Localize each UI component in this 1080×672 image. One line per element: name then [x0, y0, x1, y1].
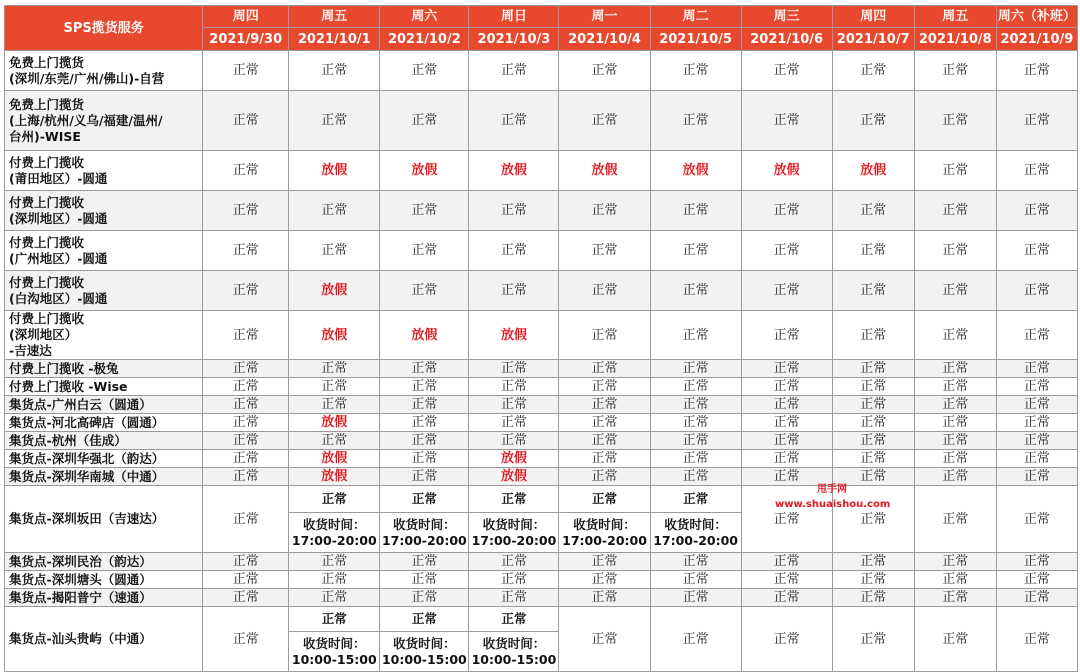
status-cell: 正常 — [832, 231, 914, 271]
status-cell: 正常 — [469, 553, 559, 571]
status-cell: 正常 — [559, 378, 650, 396]
status-cell: 放假 — [650, 151, 741, 191]
status-cell: 正常 — [996, 91, 1077, 151]
status-cell: 正常 — [650, 271, 741, 311]
status-cell: 正常 — [996, 589, 1077, 607]
table-row — [5, 151, 1078, 191]
table-row — [5, 51, 1078, 91]
status-cell: 正常 — [650, 51, 741, 91]
header-date: 2021/10/2 — [380, 28, 469, 51]
service-label: 集货点-杭州（佳成） — [5, 432, 203, 450]
status-cell: 正常 — [650, 231, 741, 271]
status-cell: 正常 — [650, 607, 741, 672]
status-cell: 正常 — [469, 271, 559, 311]
status-cell: 正常 — [559, 450, 650, 468]
status-cell: 放假 — [741, 151, 832, 191]
status-cell: 正常 — [914, 91, 996, 151]
status-cell: 放假 — [469, 151, 559, 191]
status-cell: 正常 — [469, 360, 559, 378]
status-cell: 正常 — [741, 486, 832, 553]
status-cell: 正常 — [741, 468, 832, 486]
status-cell: 正常 — [380, 468, 469, 486]
header-weekday: 周四 — [203, 6, 289, 28]
status-cell: 放假 — [289, 414, 380, 432]
table-row — [5, 432, 1078, 450]
status-cell: 正常 — [832, 396, 914, 414]
status-cell: 正常 — [832, 51, 914, 91]
status-cell: 正常 — [289, 486, 380, 513]
status-cell: 正常 — [914, 432, 996, 450]
header-date: 2021/10/1 — [289, 28, 380, 51]
status-cell: 放假 — [289, 468, 380, 486]
status-cell: 正常 — [289, 571, 380, 589]
status-cell: 正常 — [914, 486, 996, 553]
header-weekday: 周二 — [650, 6, 741, 28]
status-cell: 正常 — [914, 414, 996, 432]
status-cell: 正常 — [469, 396, 559, 414]
status-cell: 正常 — [996, 51, 1077, 91]
service-label: 付费上门揽收 (深圳地区）-圆通 — [5, 191, 203, 231]
status-cell: 放假 — [469, 450, 559, 468]
watermark-line2: www.shuaishou.com — [775, 499, 891, 510]
status-cell: 正常 — [380, 91, 469, 151]
status-cell: 正常 — [380, 378, 469, 396]
status-cell: 正常 — [741, 450, 832, 468]
receiving-time-cell: 收货时间： 10:00-15:00 — [289, 632, 380, 672]
status-cell: 正常 — [914, 589, 996, 607]
table-row — [5, 571, 1078, 589]
status-cell: 正常 — [996, 151, 1077, 191]
header-date: 2021/10/7 — [832, 28, 914, 51]
status-cell: 正常 — [996, 468, 1077, 486]
status-cell: 正常 — [203, 414, 289, 432]
status-cell: 正常 — [650, 589, 741, 607]
status-cell: 正常 — [469, 486, 559, 513]
status-cell: 正常 — [832, 571, 914, 589]
status-cell: 正常 — [832, 607, 914, 672]
header-date: 2021/10/5 — [650, 28, 741, 51]
status-cell: 正常 — [650, 486, 741, 513]
service-label: 付费上门揽收 (广州地区）-圆通 — [5, 231, 203, 271]
header-date: 2021/10/8 — [914, 28, 996, 51]
holiday-schedule-table — [4, 5, 1078, 672]
status-cell: 正常 — [380, 191, 469, 231]
status-cell: 正常 — [559, 571, 650, 589]
service-label: 免费上门揽货 (深圳/东莞/广州/佛山)-自营 — [5, 51, 203, 91]
header-weekday: 周五 — [289, 6, 380, 28]
header-corner: SPS揽货服务 — [5, 6, 203, 51]
receiving-time-cell: 收货时间： 17:00-20:00 — [469, 513, 559, 553]
table-row — [5, 468, 1078, 486]
service-label: 集货点-汕头贵屿（中通） — [5, 607, 203, 672]
service-label: 免费上门揽货 (上海/杭州/义乌/福建/温州/ 台州)-WISE — [5, 91, 203, 151]
status-cell: 正常 — [650, 396, 741, 414]
status-cell: 正常 — [741, 231, 832, 271]
status-cell: 正常 — [914, 396, 996, 414]
receiving-time-cell: 收货时间： 10:00-15:00 — [380, 632, 469, 672]
status-cell: 正常 — [469, 589, 559, 607]
status-cell: 正常 — [559, 414, 650, 432]
status-cell: 正常 — [289, 553, 380, 571]
status-cell: 正常 — [996, 396, 1077, 414]
header-weekday: 周四 — [832, 6, 914, 28]
service-label: 付费上门揽收 -Wise — [5, 378, 203, 396]
service-label: 付费上门揽收 (莆田地区）-圆通 — [5, 151, 203, 191]
status-cell: 正常 — [650, 311, 741, 360]
status-cell: 正常 — [469, 191, 559, 231]
status-cell: 正常 — [469, 51, 559, 91]
status-cell: 正常 — [380, 450, 469, 468]
status-cell: 正常 — [832, 553, 914, 571]
status-cell: 正常 — [996, 271, 1077, 311]
status-cell: 正常 — [203, 432, 289, 450]
status-cell: 正常 — [203, 91, 289, 151]
status-cell: 正常 — [289, 607, 380, 632]
status-cell: 正常 — [380, 51, 469, 91]
status-cell: 放假 — [380, 151, 469, 191]
status-cell: 正常 — [203, 51, 289, 91]
status-cell: 正常 — [650, 450, 741, 468]
status-cell: 正常 — [559, 271, 650, 311]
status-cell: 正常 — [832, 91, 914, 151]
service-label: 集货点-深圳塘头（圆通） — [5, 571, 203, 589]
status-cell: 正常 — [559, 51, 650, 91]
service-label: 付费上门揽收 -极兔 — [5, 360, 203, 378]
status-cell: 正常 — [203, 360, 289, 378]
status-cell: 正常 — [996, 432, 1077, 450]
header-weekday: 周六（补班） — [996, 6, 1077, 28]
status-cell: 正常 — [832, 271, 914, 311]
table-row — [5, 486, 1078, 513]
status-cell: 正常 — [832, 468, 914, 486]
status-cell: 正常 — [832, 311, 914, 360]
status-cell: 正常 — [914, 360, 996, 378]
status-cell: 正常 — [380, 571, 469, 589]
receiving-time-cell: 收货时间： 10:00-15:00 — [469, 632, 559, 672]
status-cell: 正常 — [650, 553, 741, 571]
status-cell: 正常 — [741, 607, 832, 672]
status-cell: 正常 — [832, 486, 914, 553]
header-weekday: 周一 — [559, 6, 650, 28]
table-row — [5, 91, 1078, 151]
watermark — [775, 482, 915, 512]
status-cell: 放假 — [832, 151, 914, 191]
status-cell: 正常 — [203, 607, 289, 672]
status-cell: 正常 — [914, 468, 996, 486]
status-cell: 正常 — [996, 414, 1077, 432]
status-cell: 正常 — [914, 231, 996, 271]
status-cell: 正常 — [289, 378, 380, 396]
status-cell: 正常 — [650, 571, 741, 589]
header-date: 2021/10/6 — [741, 28, 832, 51]
status-cell: 正常 — [203, 378, 289, 396]
status-cell: 正常 — [996, 450, 1077, 468]
status-cell: 放假 — [380, 311, 469, 360]
status-cell: 正常 — [559, 607, 650, 672]
status-cell: 正常 — [289, 231, 380, 271]
status-cell: 放假 — [559, 151, 650, 191]
status-cell: 正常 — [832, 432, 914, 450]
status-cell: 正常 — [380, 553, 469, 571]
table-row — [5, 231, 1078, 271]
status-cell: 正常 — [996, 607, 1077, 672]
status-cell: 正常 — [469, 432, 559, 450]
status-cell: 正常 — [832, 414, 914, 432]
status-cell: 放假 — [289, 271, 380, 311]
table-row — [5, 553, 1078, 571]
service-label: 集货点-深圳华南城（中通） — [5, 468, 203, 486]
status-cell: 正常 — [741, 589, 832, 607]
status-cell: 正常 — [741, 360, 832, 378]
status-cell: 正常 — [996, 553, 1077, 571]
status-cell: 正常 — [832, 360, 914, 378]
status-cell: 正常 — [469, 607, 559, 632]
status-cell: 正常 — [203, 589, 289, 607]
status-cell: 正常 — [203, 486, 289, 553]
status-cell: 正常 — [559, 91, 650, 151]
status-cell: 正常 — [469, 571, 559, 589]
status-cell: 正常 — [203, 151, 289, 191]
status-cell: 正常 — [380, 607, 469, 632]
status-cell: 正常 — [650, 378, 741, 396]
status-cell: 正常 — [203, 191, 289, 231]
status-cell: 正常 — [203, 553, 289, 571]
status-cell: 正常 — [650, 414, 741, 432]
status-cell: 正常 — [559, 396, 650, 414]
status-cell: 正常 — [996, 378, 1077, 396]
header-date: 2021/10/3 — [469, 28, 559, 51]
status-cell: 正常 — [741, 91, 832, 151]
receiving-time-cell: 收货时间： 17:00-20:00 — [289, 513, 380, 553]
status-cell: 正常 — [289, 432, 380, 450]
service-label: 集货点-揭阳普宁（速通） — [5, 589, 203, 607]
receiving-time-cell: 收货时间： 17:00-20:00 — [650, 513, 741, 553]
status-cell: 正常 — [469, 414, 559, 432]
service-label: 集货点-河北高碑店（圆通） — [5, 414, 203, 432]
table-row — [5, 450, 1078, 468]
status-cell: 正常 — [469, 231, 559, 271]
service-label: 集货点-深圳坂田（吉速达） — [5, 486, 203, 553]
status-cell: 正常 — [650, 360, 741, 378]
status-cell: 正常 — [914, 450, 996, 468]
status-cell: 正常 — [996, 231, 1077, 271]
status-cell: 正常 — [741, 414, 832, 432]
status-cell: 正常 — [832, 589, 914, 607]
table-row — [5, 378, 1078, 396]
status-cell: 正常 — [914, 151, 996, 191]
status-cell: 放假 — [289, 151, 380, 191]
status-cell: 正常 — [832, 191, 914, 231]
status-cell: 正常 — [203, 311, 289, 360]
status-cell: 正常 — [380, 414, 469, 432]
status-cell: 正常 — [289, 360, 380, 378]
status-cell: 正常 — [203, 468, 289, 486]
status-cell: 正常 — [289, 589, 380, 607]
status-cell: 正常 — [559, 231, 650, 271]
status-cell: 正常 — [914, 378, 996, 396]
status-cell: 正常 — [650, 432, 741, 450]
status-cell: 正常 — [559, 311, 650, 360]
status-cell: 正常 — [289, 51, 380, 91]
status-cell: 正常 — [650, 191, 741, 231]
header-date: 2021/9/30 — [203, 28, 289, 51]
status-cell: 正常 — [650, 91, 741, 151]
status-cell: 正常 — [914, 51, 996, 91]
status-cell: 放假 — [469, 311, 559, 360]
table-row — [5, 414, 1078, 432]
status-cell: 正常 — [289, 396, 380, 414]
status-cell: 正常 — [380, 589, 469, 607]
status-cell: 正常 — [741, 432, 832, 450]
status-cell: 正常 — [832, 450, 914, 468]
status-cell: 放假 — [469, 468, 559, 486]
status-cell: 正常 — [203, 571, 289, 589]
service-label: 集货点-广州白云（圆通） — [5, 396, 203, 414]
status-cell: 正常 — [203, 396, 289, 414]
status-cell: 正常 — [741, 311, 832, 360]
status-cell: 正常 — [832, 378, 914, 396]
status-cell: 正常 — [741, 553, 832, 571]
status-cell: 正常 — [559, 360, 650, 378]
table-row — [5, 311, 1078, 360]
receiving-time-cell: 收货时间： 17:00-20:00 — [380, 513, 469, 553]
header-date: 2021/10/4 — [559, 28, 650, 51]
status-cell: 正常 — [380, 231, 469, 271]
status-cell: 正常 — [203, 231, 289, 271]
status-cell: 正常 — [380, 396, 469, 414]
status-cell: 正常 — [469, 378, 559, 396]
status-cell: 正常 — [741, 378, 832, 396]
header-weekday: 周六 — [380, 6, 469, 28]
status-cell: 正常 — [914, 311, 996, 360]
status-cell: 放假 — [289, 311, 380, 360]
status-cell: 正常 — [996, 571, 1077, 589]
status-cell: 正常 — [289, 91, 380, 151]
table-row — [5, 271, 1078, 311]
status-cell: 正常 — [914, 191, 996, 231]
header-weekday: 周日 — [469, 6, 559, 28]
status-cell: 正常 — [650, 468, 741, 486]
status-cell: 正常 — [559, 589, 650, 607]
status-cell: 正常 — [380, 360, 469, 378]
status-cell: 正常 — [380, 486, 469, 513]
status-cell: 正常 — [741, 271, 832, 311]
status-cell: 正常 — [559, 468, 650, 486]
status-cell: 正常 — [914, 607, 996, 672]
service-label: 付费上门揽收 (白沟地区）-圆通 — [5, 271, 203, 311]
status-cell: 正常 — [380, 432, 469, 450]
table-row — [5, 607, 1078, 632]
service-label: 集货点-深圳华强北（韵达） — [5, 450, 203, 468]
table-row — [5, 589, 1078, 607]
status-cell: 正常 — [741, 396, 832, 414]
status-cell: 正常 — [559, 486, 650, 513]
status-cell: 正常 — [203, 450, 289, 468]
watermark-line1: 甩手网 — [817, 484, 847, 495]
header-weekday: 周三 — [741, 6, 832, 28]
status-cell: 放假 — [289, 450, 380, 468]
status-cell: 正常 — [559, 432, 650, 450]
status-cell: 正常 — [741, 51, 832, 91]
status-cell: 正常 — [914, 271, 996, 311]
table-row — [5, 396, 1078, 414]
status-cell: 正常 — [914, 571, 996, 589]
status-cell: 正常 — [741, 571, 832, 589]
header-weekday: 周五 — [914, 6, 996, 28]
status-cell: 正常 — [559, 191, 650, 231]
status-cell: 正常 — [996, 360, 1077, 378]
status-cell: 正常 — [289, 191, 380, 231]
header-weekday-row — [5, 6, 1078, 28]
receiving-time-cell: 收货时间： 17:00-20:00 — [559, 513, 650, 553]
status-cell: 正常 — [203, 271, 289, 311]
status-cell: 正常 — [996, 311, 1077, 360]
header-date: 2021/10/9 — [996, 28, 1077, 51]
status-cell: 正常 — [559, 553, 650, 571]
table-row — [5, 360, 1078, 378]
status-cell: 正常 — [380, 271, 469, 311]
status-cell: 正常 — [914, 553, 996, 571]
status-cell: 正常 — [469, 91, 559, 151]
table-row — [5, 191, 1078, 231]
service-label: 付费上门揽收 (深圳地区） -吉速达 — [5, 311, 203, 360]
status-cell: 正常 — [741, 191, 832, 231]
status-cell: 正常 — [996, 191, 1077, 231]
service-label: 集货点-深圳民治（韵达） — [5, 553, 203, 571]
status-cell: 正常 — [996, 486, 1077, 553]
